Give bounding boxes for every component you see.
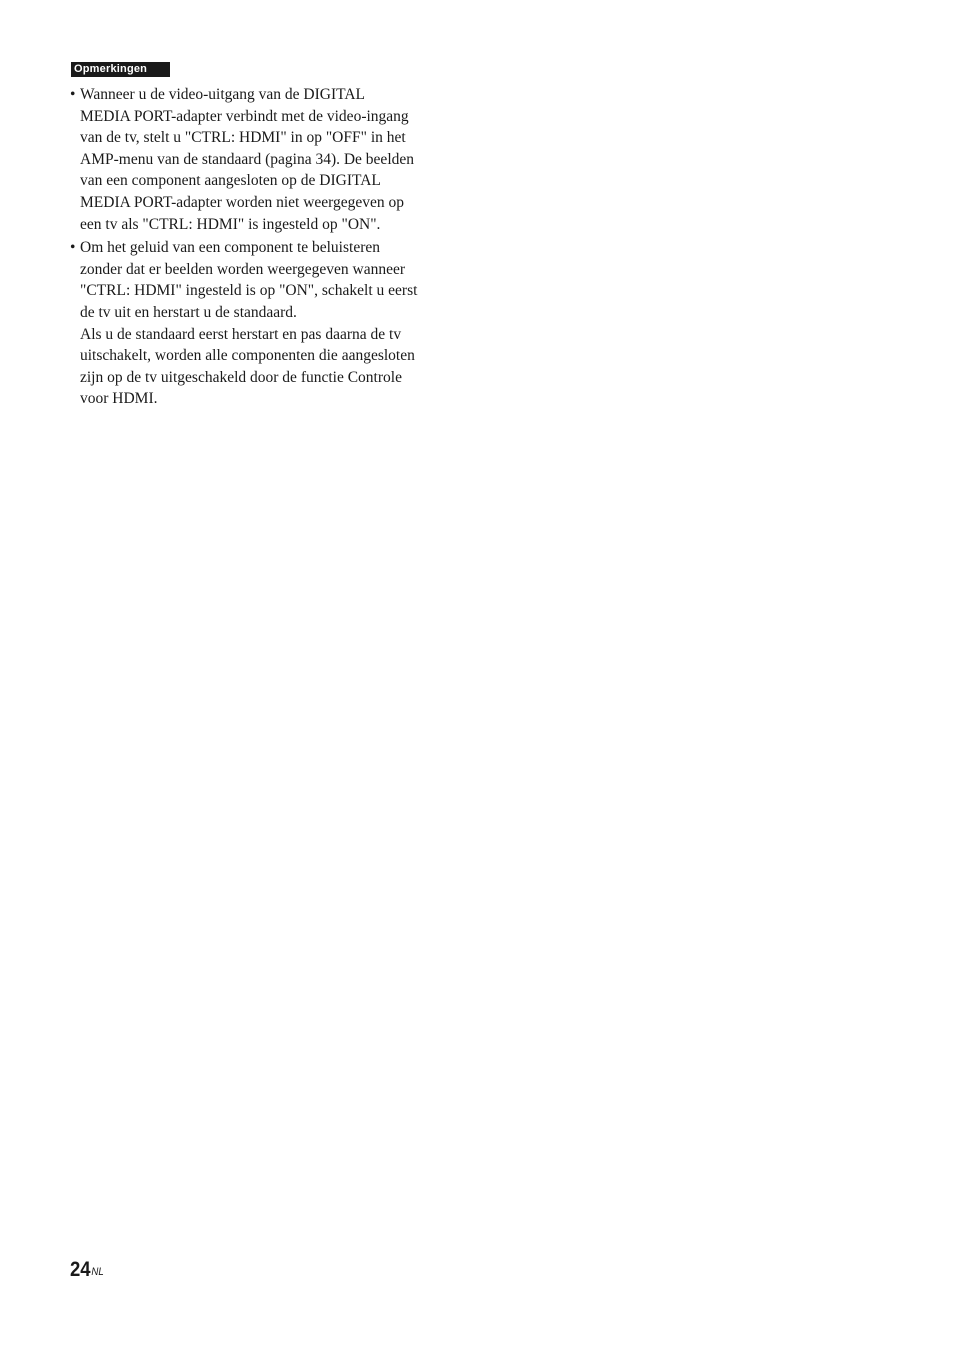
note-line: MEDIA PORT-adapter verbindt met de video-ingang <box>80 107 409 125</box>
note-line: zijn op de tv uitgeschakeld door de functie Controle <box>80 368 402 386</box>
note-line: een tv als "CTRL: HDMI" is ingesteld op "ON". <box>80 215 381 233</box>
page-number <box>70 1258 104 1282</box>
note-line: zonder dat er beelden worden weergegeven wanneer <box>80 260 406 278</box>
notes-list <box>70 84 450 412</box>
note-line: uitschakelt, worden alle componenten die aangesloten <box>80 347 415 365</box>
notes-heading: Opmerkingen <box>71 62 170 77</box>
note-line: "CTRL: HDMI" ingesteld is op "ON", schakelt u eerst <box>80 282 418 300</box>
note-line: Om het geluid van een component te beluisteren <box>80 239 381 257</box>
note-line: Wanneer u de video-uitgang van de DIGITAL <box>80 86 366 103</box>
bullet-icon: • <box>70 86 76 103</box>
page-number-value: 24 <box>70 1258 91 1281</box>
note-item <box>70 237 450 410</box>
bullet-icon: • <box>70 239 76 257</box>
note-item <box>70 84 450 235</box>
note-line: van de tv, stelt u "CTRL: HDMI" in op "OFF" in het <box>80 129 406 147</box>
note-line: Als u de standaard eerst herstart en pas daarna de tv <box>80 325 402 343</box>
page-language-suffix: NL <box>91 1266 104 1278</box>
note-line: de tv uit en herstart u de standaard. <box>80 303 297 321</box>
note-line: van een component aangesloten op de DIGITAL <box>80 172 381 190</box>
note-line: AMP-menu van de standaard (pagina 34). De beelden <box>80 150 414 168</box>
note-line: MEDIA PORT-adapter worden niet weergegeven op <box>80 193 405 211</box>
note-line: voor HDMI. <box>80 390 158 408</box>
